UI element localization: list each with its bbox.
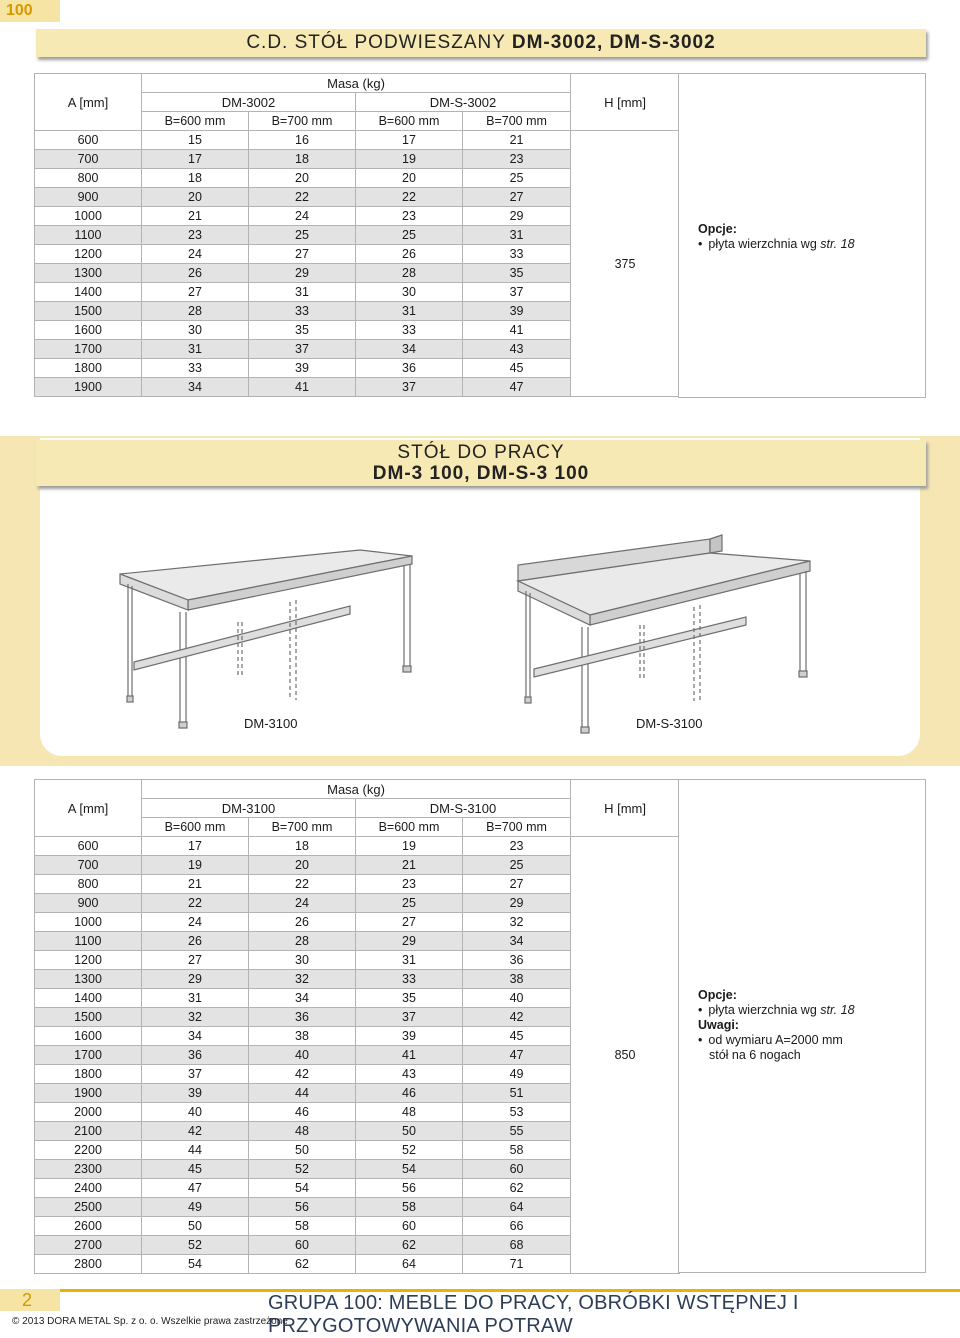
cell-mass: 30 bbox=[249, 951, 356, 970]
cell-mass: 41 bbox=[249, 378, 356, 397]
cell-a: 1600 bbox=[35, 321, 142, 340]
cell-mass: 21 bbox=[142, 207, 249, 226]
section2-title-line1: STÓŁ DO PRACY bbox=[397, 442, 565, 463]
cell-mass: 37 bbox=[249, 340, 356, 359]
table-row bbox=[35, 131, 680, 150]
cell-mass: 60 bbox=[463, 1160, 571, 1179]
cell-a: 1300 bbox=[35, 970, 142, 989]
cell-mass: 23 bbox=[356, 207, 463, 226]
cell-mass: 45 bbox=[463, 359, 571, 378]
mass-table-dm3100 bbox=[34, 779, 680, 1274]
cell-mass: 29 bbox=[463, 894, 571, 913]
cell-mass: 17 bbox=[356, 131, 463, 150]
col-header-b600: B=600 mm bbox=[356, 112, 463, 131]
cell-mass: 27 bbox=[463, 875, 571, 894]
cell-a: 900 bbox=[35, 188, 142, 207]
cell-mass: 20 bbox=[142, 188, 249, 207]
cell-mass: 27 bbox=[356, 913, 463, 932]
options-2 bbox=[698, 988, 855, 1063]
cell-mass: 44 bbox=[249, 1084, 356, 1103]
cell-mass: 47 bbox=[463, 1046, 571, 1065]
cell-mass: 37 bbox=[356, 378, 463, 397]
cell-mass: 23 bbox=[463, 837, 571, 856]
cell-mass: 19 bbox=[142, 856, 249, 875]
cell-mass: 24 bbox=[142, 913, 249, 932]
cell-mass: 40 bbox=[249, 1046, 356, 1065]
cell-h: 850 bbox=[571, 837, 680, 1274]
cell-mass: 21 bbox=[142, 875, 249, 894]
cell-mass: 31 bbox=[142, 989, 249, 1008]
caption-dm3100: DM-3100 bbox=[244, 716, 298, 731]
cell-mass: 15 bbox=[142, 131, 249, 150]
cell-mass: 55 bbox=[463, 1122, 571, 1141]
caption-dms3100: DM-S-3100 bbox=[636, 716, 703, 731]
cell-mass: 20 bbox=[249, 856, 356, 875]
cell-mass: 30 bbox=[356, 283, 463, 302]
cell-a: 1100 bbox=[35, 932, 142, 951]
cell-mass: 39 bbox=[463, 302, 571, 321]
table-row bbox=[35, 837, 680, 856]
cell-mass: 18 bbox=[249, 837, 356, 856]
cell-mass: 28 bbox=[249, 932, 356, 951]
cell-mass: 19 bbox=[356, 837, 463, 856]
cell-h: 375 bbox=[571, 131, 680, 397]
cell-mass: 43 bbox=[463, 340, 571, 359]
col-header-model1: DM-3002 bbox=[142, 93, 356, 112]
option-item: • płyta wierzchnia wg str. 18 bbox=[698, 237, 855, 252]
cell-mass: 47 bbox=[463, 378, 571, 397]
col-header-b700: B=700 mm bbox=[249, 112, 356, 131]
cell-mass: 52 bbox=[356, 1141, 463, 1160]
cell-mass: 23 bbox=[463, 150, 571, 169]
col-header-mass: Masa (kg) bbox=[142, 74, 571, 93]
cell-mass: 50 bbox=[142, 1217, 249, 1236]
cell-a: 2500 bbox=[35, 1198, 142, 1217]
cell-mass: 19 bbox=[356, 150, 463, 169]
cell-mass: 66 bbox=[463, 1217, 571, 1236]
cell-mass: 16 bbox=[249, 131, 356, 150]
footer-page-number: 2 bbox=[0, 1289, 60, 1311]
cell-mass: 52 bbox=[249, 1160, 356, 1179]
section1-title-models: DM-3002, DM-S-3002 bbox=[511, 32, 716, 53]
cell-a: 2000 bbox=[35, 1103, 142, 1122]
col-header-h: H [mm] bbox=[571, 74, 680, 131]
mass-table-dm3002 bbox=[34, 73, 680, 397]
cell-a: 2200 bbox=[35, 1141, 142, 1160]
cell-a: 1100 bbox=[35, 226, 142, 245]
cell-a: 800 bbox=[35, 169, 142, 188]
option-item: • płyta wierzchnia wg str. 18 bbox=[698, 1003, 855, 1018]
cell-a: 1800 bbox=[35, 1065, 142, 1084]
cell-mass: 33 bbox=[356, 321, 463, 340]
cell-mass: 21 bbox=[463, 131, 571, 150]
cell-mass: 34 bbox=[142, 1027, 249, 1046]
col-header-mass: Masa (kg) bbox=[142, 780, 571, 799]
cell-mass: 24 bbox=[249, 207, 356, 226]
cell-mass: 35 bbox=[356, 989, 463, 1008]
cell-mass: 29 bbox=[249, 264, 356, 283]
cell-a: 2700 bbox=[35, 1236, 142, 1255]
page-number: 100 bbox=[0, 0, 60, 22]
cell-mass: 34 bbox=[356, 340, 463, 359]
col-header-b600: B=600 mm bbox=[142, 818, 249, 837]
cell-a: 1700 bbox=[35, 340, 142, 359]
cell-a: 700 bbox=[35, 150, 142, 169]
table-illustration-dms3100 bbox=[510, 505, 840, 740]
cell-mass: 34 bbox=[142, 378, 249, 397]
cell-a: 1800 bbox=[35, 359, 142, 378]
cell-mass: 37 bbox=[356, 1008, 463, 1027]
cell-mass: 22 bbox=[249, 875, 356, 894]
cell-mass: 39 bbox=[356, 1027, 463, 1046]
cell-mass: 36 bbox=[142, 1046, 249, 1065]
section2-title-line2: DM-3 100, DM-S-3 100 bbox=[372, 463, 590, 484]
cell-mass: 25 bbox=[356, 894, 463, 913]
cell-mass: 42 bbox=[463, 1008, 571, 1027]
section1-title-prefix: C.D. STÓŁ PODWIESZANY bbox=[246, 32, 506, 53]
options-label: Opcje: bbox=[698, 988, 737, 1002]
cell-a: 1000 bbox=[35, 207, 142, 226]
cell-mass: 36 bbox=[249, 1008, 356, 1027]
cell-mass: 38 bbox=[249, 1027, 356, 1046]
cell-mass: 22 bbox=[356, 188, 463, 207]
col-header-model1: DM-3100 bbox=[142, 799, 356, 818]
cell-mass: 25 bbox=[356, 226, 463, 245]
cell-mass: 51 bbox=[463, 1084, 571, 1103]
cell-mass: 33 bbox=[249, 302, 356, 321]
cell-mass: 27 bbox=[249, 245, 356, 264]
cell-mass: 40 bbox=[142, 1103, 249, 1122]
cell-a: 1300 bbox=[35, 264, 142, 283]
cell-mass: 46 bbox=[356, 1084, 463, 1103]
cell-mass: 54 bbox=[249, 1179, 356, 1198]
cell-a: 1500 bbox=[35, 1008, 142, 1027]
cell-mass: 62 bbox=[356, 1236, 463, 1255]
cell-mass: 29 bbox=[142, 970, 249, 989]
cell-a: 2300 bbox=[35, 1160, 142, 1179]
cell-mass: 21 bbox=[356, 856, 463, 875]
cell-mass: 37 bbox=[463, 283, 571, 302]
cell-mass: 36 bbox=[463, 951, 571, 970]
cell-a: 1500 bbox=[35, 302, 142, 321]
cell-mass: 31 bbox=[356, 302, 463, 321]
cell-mass: 53 bbox=[463, 1103, 571, 1122]
cell-mass: 25 bbox=[463, 169, 571, 188]
cell-mass: 33 bbox=[142, 359, 249, 378]
cell-mass: 33 bbox=[356, 970, 463, 989]
cell-mass: 35 bbox=[463, 264, 571, 283]
notes-label: Uwagi: bbox=[698, 1018, 739, 1032]
cell-mass: 32 bbox=[463, 913, 571, 932]
cell-mass: 45 bbox=[463, 1027, 571, 1046]
cell-a: 1400 bbox=[35, 989, 142, 1008]
footer-title: GRUPA 100: MEBLE DO PRACY, OBRÓBKI WSTĘPNEJ I PRZYGOTOWYWANIA POTRAW bbox=[268, 1292, 799, 1337]
cell-mass: 60 bbox=[249, 1236, 356, 1255]
cell-mass: 36 bbox=[356, 359, 463, 378]
cell-mass: 60 bbox=[356, 1217, 463, 1236]
cell-mass: 20 bbox=[356, 169, 463, 188]
cell-a: 1000 bbox=[35, 913, 142, 932]
cell-mass: 23 bbox=[356, 875, 463, 894]
cell-mass: 17 bbox=[142, 150, 249, 169]
cell-a: 2400 bbox=[35, 1179, 142, 1198]
cell-mass: 32 bbox=[249, 970, 356, 989]
cell-mass: 27 bbox=[463, 188, 571, 207]
cell-mass: 37 bbox=[142, 1065, 249, 1084]
cell-mass: 29 bbox=[463, 207, 571, 226]
cell-mass: 56 bbox=[356, 1179, 463, 1198]
cell-mass: 33 bbox=[463, 245, 571, 264]
cell-mass: 58 bbox=[249, 1217, 356, 1236]
cell-mass: 39 bbox=[249, 359, 356, 378]
cell-mass: 64 bbox=[356, 1255, 463, 1274]
cell-mass: 49 bbox=[463, 1065, 571, 1084]
cell-mass: 39 bbox=[142, 1084, 249, 1103]
cell-mass: 58 bbox=[356, 1198, 463, 1217]
col-header-b700: B=700 mm bbox=[463, 112, 571, 131]
cell-mass: 22 bbox=[142, 894, 249, 913]
cell-mass: 38 bbox=[463, 970, 571, 989]
cell-mass: 62 bbox=[463, 1179, 571, 1198]
cell-mass: 24 bbox=[142, 245, 249, 264]
col-header-a: A [mm] bbox=[35, 74, 142, 131]
cell-mass: 62 bbox=[249, 1255, 356, 1274]
cell-mass: 34 bbox=[463, 932, 571, 951]
cell-mass: 50 bbox=[249, 1141, 356, 1160]
cell-mass: 18 bbox=[249, 150, 356, 169]
col-header-b700: B=700 mm bbox=[463, 818, 571, 837]
cell-mass: 31 bbox=[142, 340, 249, 359]
col-header-b600: B=600 mm bbox=[356, 818, 463, 837]
cell-a: 2100 bbox=[35, 1122, 142, 1141]
cell-a: 600 bbox=[35, 837, 142, 856]
copyright: © 2013 DORA METAL Sp. z o. o. Wszelkie prawa zastrzeżone bbox=[12, 1316, 288, 1327]
section1-title bbox=[36, 29, 926, 57]
cell-mass: 17 bbox=[142, 837, 249, 856]
cell-a: 800 bbox=[35, 875, 142, 894]
cell-mass: 26 bbox=[356, 245, 463, 264]
col-header-a: A [mm] bbox=[35, 780, 142, 837]
col-header-model2: DM-S-3002 bbox=[356, 93, 571, 112]
cell-mass: 71 bbox=[463, 1255, 571, 1274]
cell-mass: 26 bbox=[142, 932, 249, 951]
cell-mass: 26 bbox=[249, 913, 356, 932]
cell-mass: 42 bbox=[142, 1122, 249, 1141]
cell-mass: 28 bbox=[142, 302, 249, 321]
cell-mass: 45 bbox=[142, 1160, 249, 1179]
table-illustration-dm3100 bbox=[110, 540, 430, 740]
cell-mass: 31 bbox=[356, 951, 463, 970]
cell-mass: 30 bbox=[142, 321, 249, 340]
cell-a: 1200 bbox=[35, 951, 142, 970]
cell-a: 700 bbox=[35, 856, 142, 875]
options-1 bbox=[698, 222, 855, 252]
cell-mass: 35 bbox=[249, 321, 356, 340]
cell-mass: 68 bbox=[463, 1236, 571, 1255]
cell-mass: 46 bbox=[249, 1103, 356, 1122]
cell-a: 600 bbox=[35, 131, 142, 150]
cell-mass: 52 bbox=[142, 1236, 249, 1255]
cell-mass: 40 bbox=[463, 989, 571, 1008]
cell-mass: 24 bbox=[249, 894, 356, 913]
section2-title bbox=[36, 440, 926, 486]
note-item-cont: stół na 6 nogach bbox=[709, 1048, 801, 1062]
cell-a: 1900 bbox=[35, 378, 142, 397]
cell-mass: 31 bbox=[249, 283, 356, 302]
cell-mass: 25 bbox=[249, 226, 356, 245]
page-ref: str. 18 bbox=[820, 237, 855, 251]
col-header-b600: B=600 mm bbox=[142, 112, 249, 131]
cell-a: 1600 bbox=[35, 1027, 142, 1046]
cell-mass: 50 bbox=[356, 1122, 463, 1141]
cell-mass: 32 bbox=[142, 1008, 249, 1027]
cell-a: 1900 bbox=[35, 1084, 142, 1103]
cell-mass: 25 bbox=[463, 856, 571, 875]
cell-mass: 43 bbox=[356, 1065, 463, 1084]
cell-mass: 64 bbox=[463, 1198, 571, 1217]
options-label: Opcje: bbox=[698, 222, 737, 236]
cell-mass: 44 bbox=[142, 1141, 249, 1160]
cell-mass: 23 bbox=[142, 226, 249, 245]
note-item: • od wymiaru A=2000 mm bbox=[698, 1033, 855, 1048]
cell-mass: 56 bbox=[249, 1198, 356, 1217]
cell-mass: 28 bbox=[356, 264, 463, 283]
cell-mass: 41 bbox=[463, 321, 571, 340]
cell-mass: 58 bbox=[463, 1141, 571, 1160]
cell-a: 2600 bbox=[35, 1217, 142, 1236]
cell-mass: 48 bbox=[249, 1122, 356, 1141]
cell-mass: 20 bbox=[249, 169, 356, 188]
cell-mass: 27 bbox=[142, 951, 249, 970]
cell-a: 900 bbox=[35, 894, 142, 913]
cell-mass: 18 bbox=[142, 169, 249, 188]
cell-mass: 48 bbox=[356, 1103, 463, 1122]
cell-a: 2800 bbox=[35, 1255, 142, 1274]
cell-mass: 49 bbox=[142, 1198, 249, 1217]
cell-mass: 22 bbox=[249, 188, 356, 207]
cell-mass: 54 bbox=[356, 1160, 463, 1179]
cell-mass: 54 bbox=[142, 1255, 249, 1274]
cell-a: 1200 bbox=[35, 245, 142, 264]
col-header-h: H [mm] bbox=[571, 780, 680, 837]
col-header-model2: DM-S-3100 bbox=[356, 799, 571, 818]
cell-mass: 34 bbox=[249, 989, 356, 1008]
cell-mass: 29 bbox=[356, 932, 463, 951]
cell-mass: 31 bbox=[463, 226, 571, 245]
cell-mass: 42 bbox=[249, 1065, 356, 1084]
cell-mass: 26 bbox=[142, 264, 249, 283]
cell-a: 1400 bbox=[35, 283, 142, 302]
cell-mass: 47 bbox=[142, 1179, 249, 1198]
page-ref: str. 18 bbox=[820, 1003, 855, 1017]
col-header-b700: B=700 mm bbox=[249, 818, 356, 837]
cell-mass: 41 bbox=[356, 1046, 463, 1065]
cell-mass: 27 bbox=[142, 283, 249, 302]
cell-a: 1700 bbox=[35, 1046, 142, 1065]
